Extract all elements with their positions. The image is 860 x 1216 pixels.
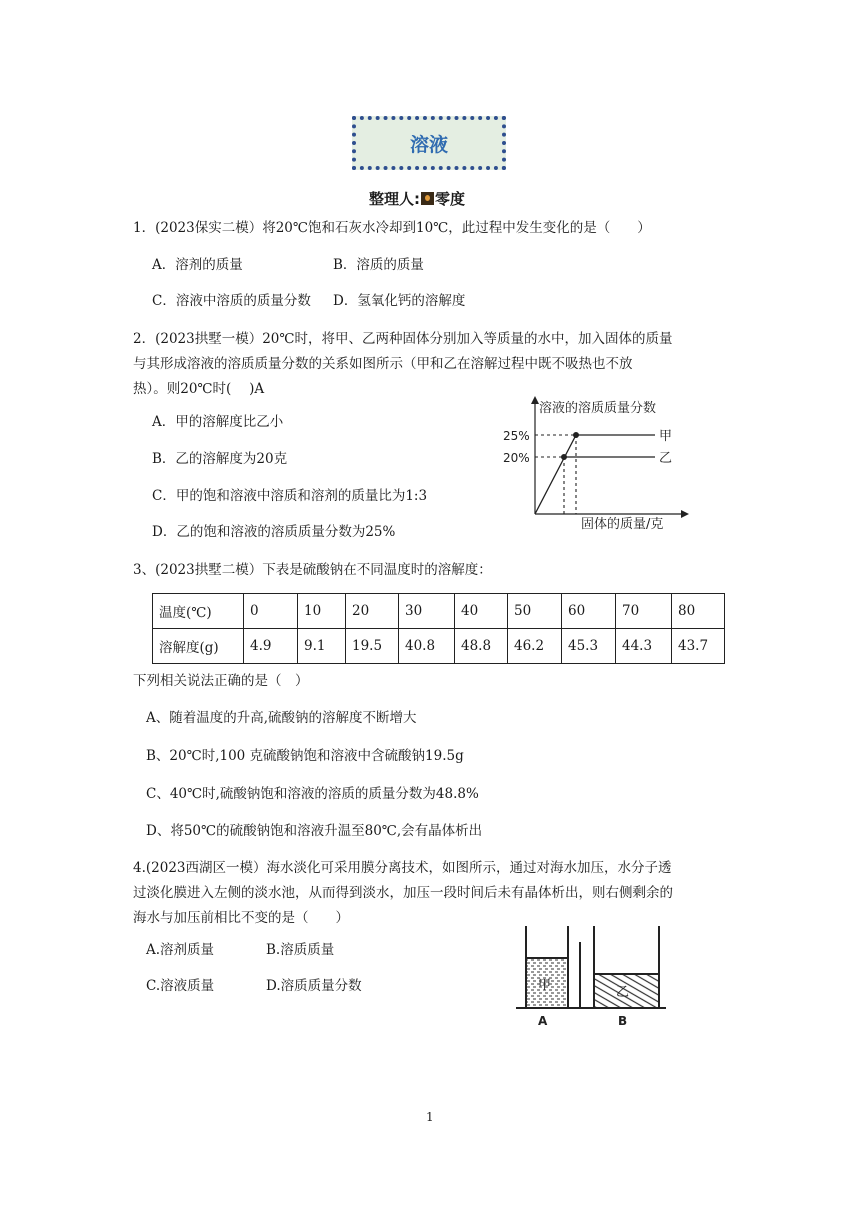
table-cell: 43.7 [672,629,725,664]
q1-option-a: A．溶剂的质量 [152,257,243,273]
solubility-chart [495,392,695,534]
q3-option-c: C、40℃时,硫酸钠饱和溶液的溶质的质量分数为48.8% [146,786,479,802]
q2-stem-line-2: 与其形成溶液的溶质质量分数的关系如图所示（甲和乙在溶解过程中既不吸热也不放 [133,356,633,372]
q3-option-b: B、20℃时,100 克硫酸钠饱和溶液中含硫酸钠19.5g [146,748,464,764]
chart-xlabel: 固体的质量/克 [581,517,664,532]
table-cell: 0 [244,594,298,629]
q4-option-b: B.溶质质量 [266,942,335,958]
table-cell: 溶解度(g) [153,629,244,664]
q2-option-a: A．甲的溶解度比乙小 [152,414,284,430]
author-label: 整理人: [369,190,420,208]
desalination-figure [512,922,670,1030]
page-number: 1 [426,1110,434,1124]
author-avatar-icon [421,192,434,205]
author-name: 零度 [435,190,466,208]
q2-stem-line-3: 热）。则20℃时( )A [133,381,265,397]
table-cell: 44.3 [616,629,672,664]
y-tick-20: 20% [503,451,530,465]
q4-stem-line-3: 海水与加压前相比不变的是（ ） [133,910,349,926]
q4-option-a: A.溶剂质量 [146,942,215,958]
y-axis-arrow [531,396,539,404]
q2-option-b: B．乙的溶解度为20克 [152,451,288,467]
caption-a: A [538,1014,548,1028]
table-cell: 9.1 [298,629,346,664]
q2-option-d: D．乙的饱和溶液的溶质质量分数为25% [152,524,396,540]
table-cell: 40 [455,594,508,629]
table-cell: 40.8 [399,629,455,664]
table-cell: 10 [298,594,346,629]
series-label-yi: 乙 [659,451,673,466]
table-cell: 46.2 [508,629,562,664]
series-line-jia [535,435,655,514]
table-cell: 4.9 [244,629,298,664]
q2-stem-line-1: 2．(2023拱墅一模）20℃时，将甲、乙两种固体分别加入等质量的水中，加入固体的质量 [133,331,673,347]
page-title: 溶液 [409,133,448,156]
q2-option-c: C．甲的饱和溶液中溶质和溶剂的质量比为1:3 [152,488,428,504]
q1-option-d: D．氢氧化钙的溶解度 [333,293,466,309]
author-line [369,188,465,209]
q4-option-d: D.溶质质量分数 [266,978,362,994]
caption-b: B [618,1014,628,1028]
table-cell: 19.5 [346,629,399,664]
q1-option-c: C．溶液中溶质的质量分数 [152,293,311,309]
tank-a-label: 甲 [538,978,552,993]
q3-prompt: 下列相关说法正确的是（ ） [133,673,309,689]
q1-option-b: B．溶质的质量 [333,257,424,273]
y-tick-25: 25% [503,429,530,443]
point-yi-saturation [561,454,567,460]
q1-stem: 1．(2023保实二模）将20℃饱和石灰水冷却到10℃，此过程中发生变化的是（ ） [133,220,651,236]
tank-b-label: 乙 [616,985,630,1000]
q3-option-d: D、将50℃的硫酸钠饱和溶液升温至80℃,会有晶体析出 [146,823,483,839]
table-cell: 48.8 [455,629,508,664]
q4-stem-line-1: 4.(2023西湖区一模）海水淡化可采用膜分离技术，如图所示，通过对海水加压，水分子透 [133,860,672,876]
table-cell: 温度(℃) [153,594,244,629]
series-label-jia: 甲 [659,429,673,444]
table-cell: 20 [346,594,399,629]
title-box [352,116,506,170]
table-row-temperature [153,594,725,629]
q3-stem: 3、(2023拱墅二模）下表是硫酸钠在不同温度时的溶解度： [133,562,492,578]
q4-stem-line-2: 过淡化膜进入左侧的淡水池，从而得到淡水，加压一段时间后未有晶体析出，则右侧剩余的 [133,885,673,901]
q4-option-c: C.溶液质量 [146,978,215,994]
x-axis-arrow [681,510,689,518]
table-row-solubility [153,629,725,664]
q3-option-a: A、随着温度的升高,硫酸钠的溶解度不断增大 [146,710,417,726]
table-cell: 50 [508,594,562,629]
table-cell: 70 [616,594,672,629]
table-cell: 45.3 [562,629,616,664]
solubility-table [152,593,725,664]
table-cell: 80 [672,594,725,629]
table-cell: 30 [399,594,455,629]
point-jia-saturation [573,432,579,438]
chart-ylabel: 溶液的溶质质量分数 [539,401,657,416]
table-cell: 60 [562,594,616,629]
